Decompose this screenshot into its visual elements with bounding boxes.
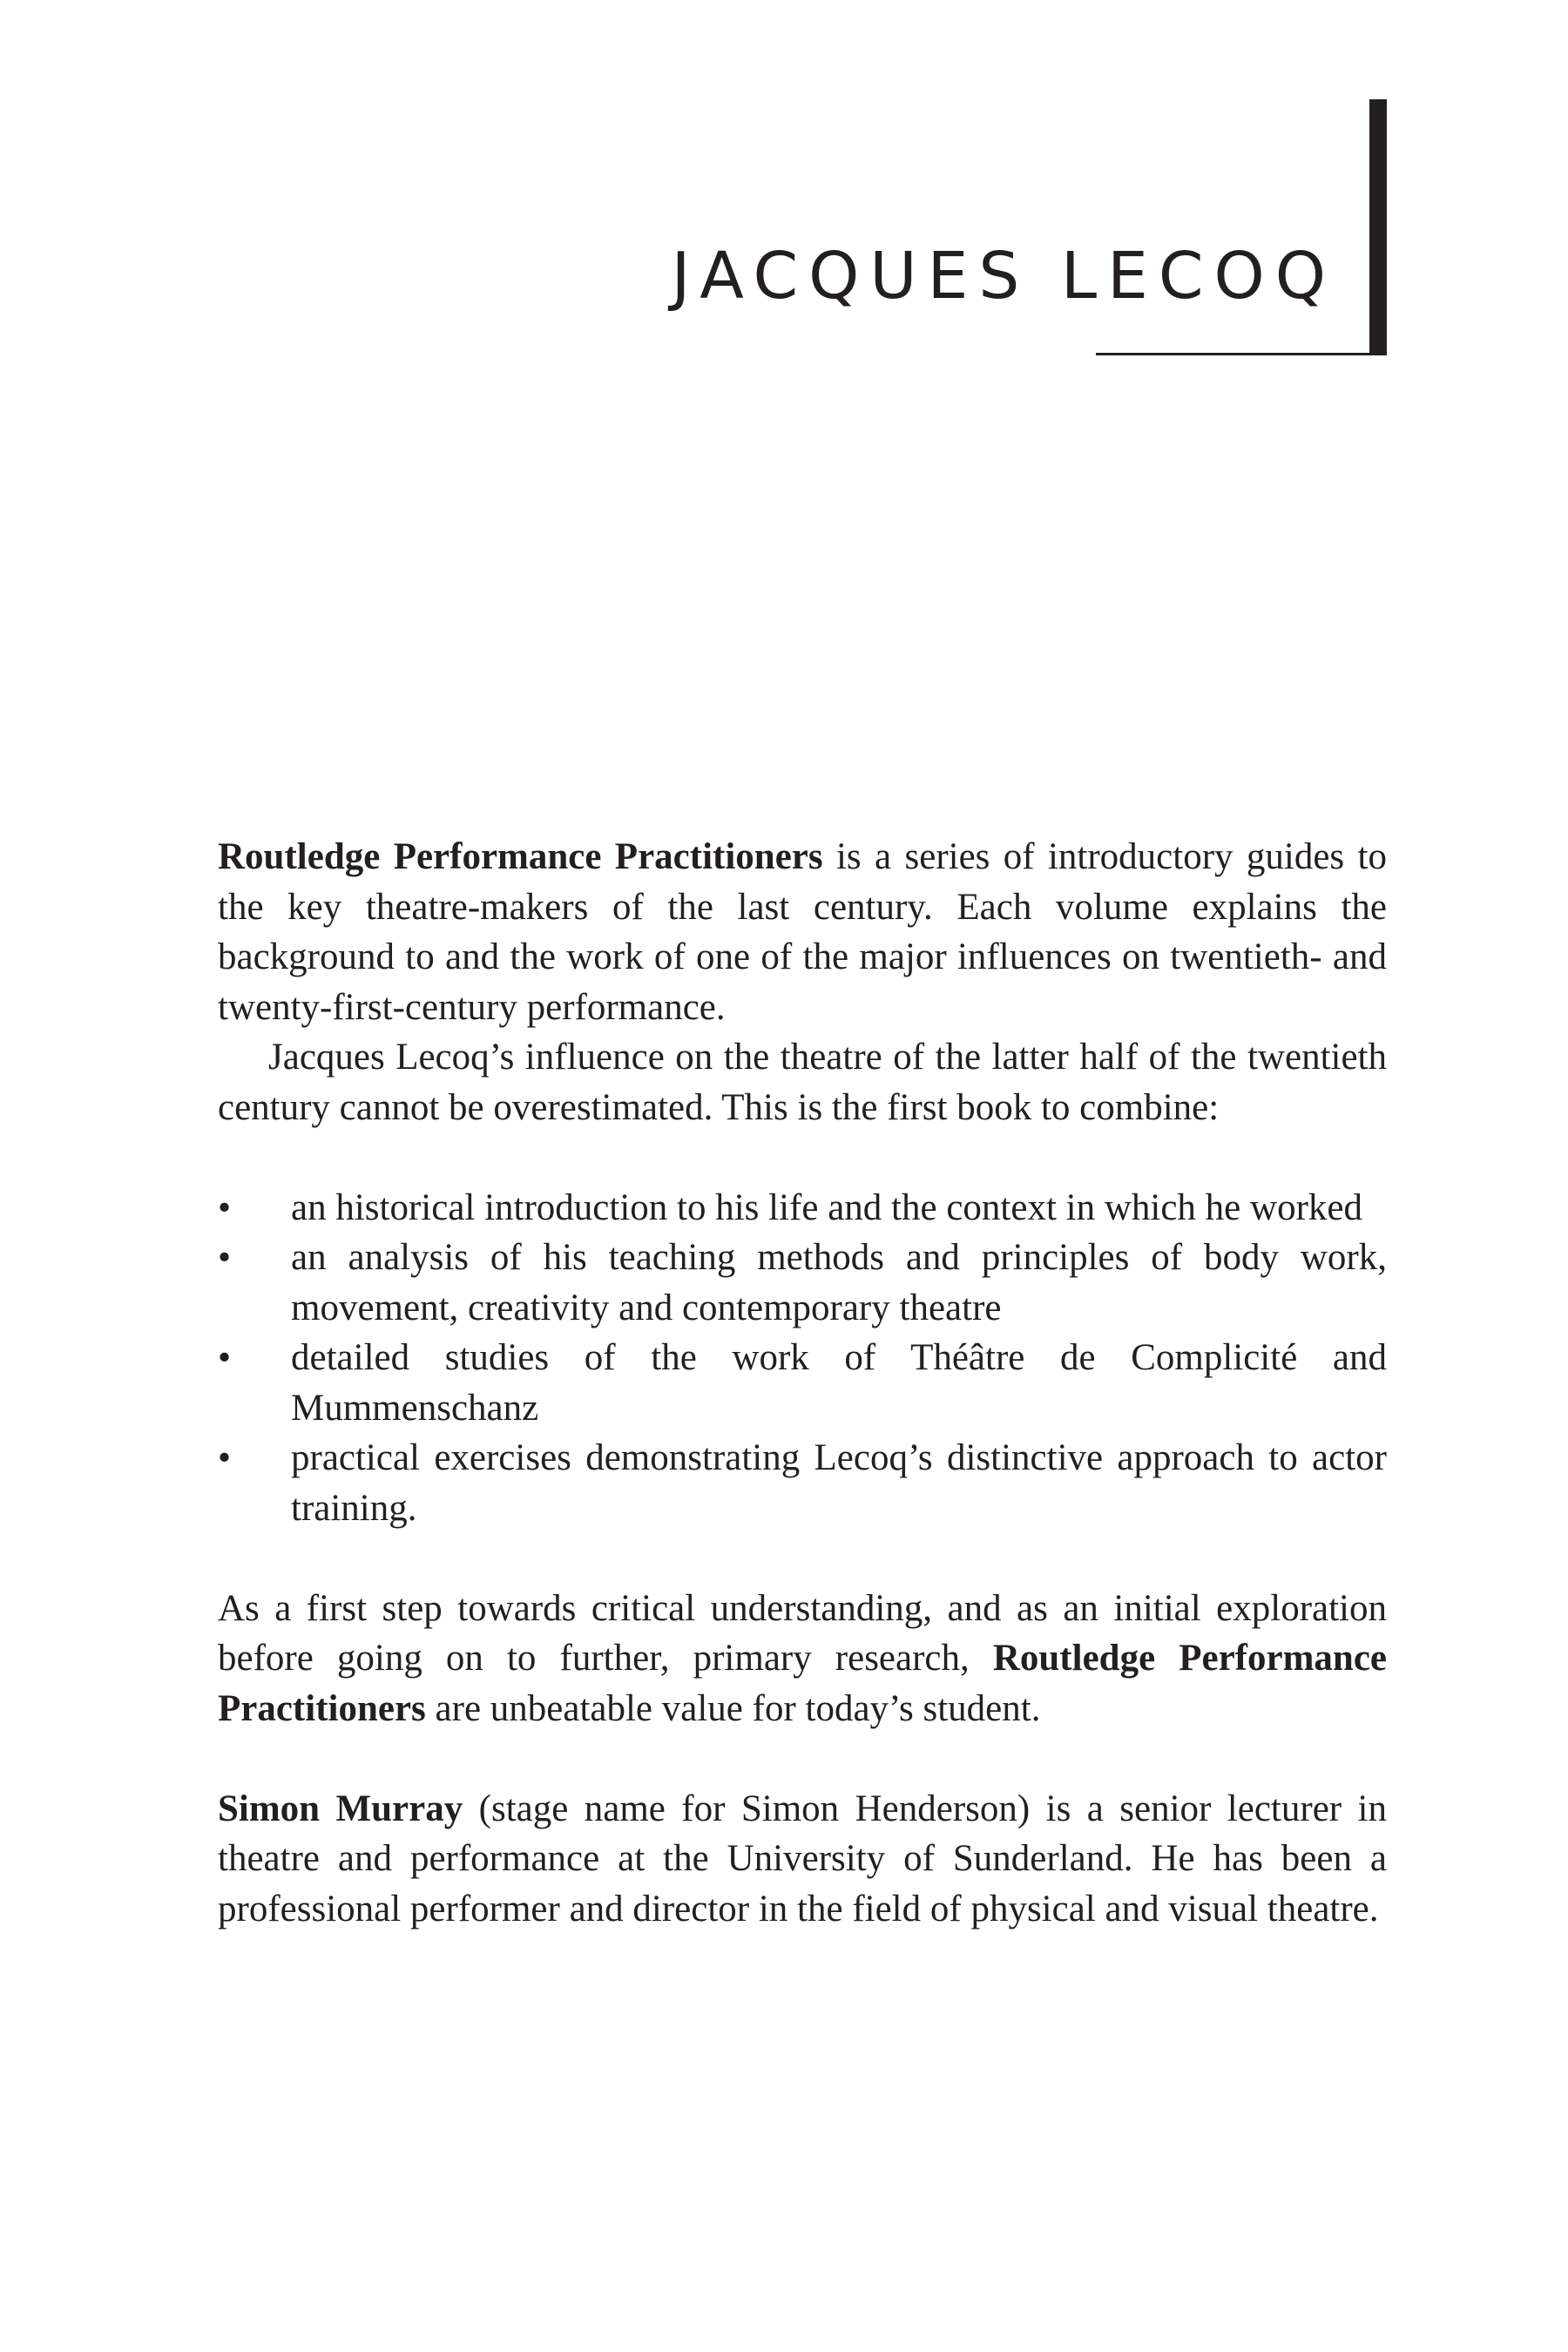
bullet-icon: • (218, 1186, 232, 1228)
bullet-icon: • (218, 1337, 232, 1378)
series-description: is a series of introductory guides to the key theatre-makers of the last century. Each volume explains the background to and the work of one of the major influences on twentieth- and twenty-first-century performance. (218, 836, 1387, 1028)
author-paragraph (218, 1784, 1387, 1935)
list-item (218, 1433, 1387, 1533)
list-item (218, 1183, 1387, 1233)
title-vertical-bar (1369, 99, 1387, 355)
author-bio: (stage name for Simon Henderson) is a senior lecturer in theatre and performance at the University of Sunderland. He has been a professional performer and director in the field of physical and visual theatre. (218, 1788, 1387, 1930)
list-item (218, 1233, 1387, 1333)
list-item-text: detailed studies of the work of Théâtre de Complicité and Mummenschanz (291, 1337, 1387, 1429)
closing-text-after: are unbeatable value for today’s student. (425, 1687, 1041, 1729)
list-item-text: an historical introduction to his life and the context in which he worked (291, 1186, 1362, 1228)
closing-paragraph (218, 1584, 1387, 1734)
list-item-text: practical exercises demonstrating Lecoq’s distinctive approach to actor training. (291, 1437, 1387, 1529)
author-name: Simon Murray (218, 1788, 463, 1829)
closing-text-before: As a first step towards critical understanding, and as an initial exploration before going on to further, primary research, (218, 1587, 1387, 1679)
series-name: Routledge Performance Practitioners (218, 1638, 1387, 1729)
page-title: JACQUES LECOQ (671, 239, 1336, 314)
title-underline-rule (1096, 353, 1375, 355)
blurb-text (218, 832, 1387, 1934)
list-item-text: an analysis of his teaching methods and principles of body work, movement, creativity and contemporary theatre (291, 1237, 1387, 1328)
lecoq-paragraph: Jacques Lecoq’s influence on the theatre of the latter half of the twentieth century cannot be overestimated. This is the first book to combine: (218, 1037, 1387, 1128)
series-name: Routledge Performance Practitioners (218, 836, 823, 877)
contents-list (218, 1183, 1387, 1534)
bullet-icon: • (218, 1437, 232, 1478)
series-intro-paragraph (218, 832, 1387, 1032)
list-item (218, 1333, 1387, 1433)
bullet-icon: • (218, 1237, 232, 1278)
